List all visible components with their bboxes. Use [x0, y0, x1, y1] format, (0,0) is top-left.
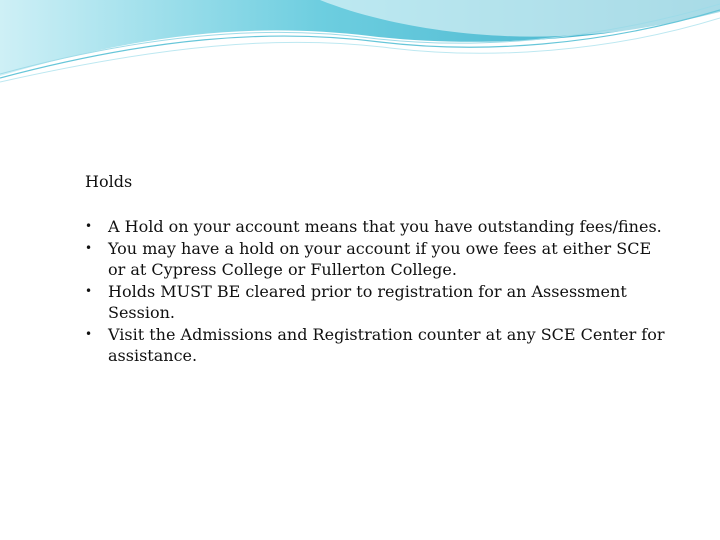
- bullet-icon: •: [85, 326, 93, 341]
- bullet-icon: •: [85, 219, 93, 233]
- list-item-text: You may have a hold on your account if you owe fees at either SCE or at Cypress College or Fullerton College.: [108, 238, 652, 279]
- list-item-text: Visit the Admissions and Registration counter at any SCE Center for assistance.: [108, 324, 665, 365]
- bullet-icon: •: [85, 283, 93, 298]
- list-item: [85, 216, 665, 238]
- list-item: [85, 281, 665, 324]
- list-item: [85, 238, 665, 281]
- list-item: [85, 324, 665, 367]
- header-wave-decoration: [0, 0, 720, 90]
- slide-title: Holds: [85, 172, 133, 191]
- bullet-icon: •: [85, 240, 93, 255]
- list-item-text: A Hold on your account means that you have outstanding fees/fines.: [108, 217, 662, 236]
- bullet-list: [85, 216, 665, 367]
- list-item-text: Holds MUST BE cleared prior to registration for an Assessment Session.: [108, 281, 627, 322]
